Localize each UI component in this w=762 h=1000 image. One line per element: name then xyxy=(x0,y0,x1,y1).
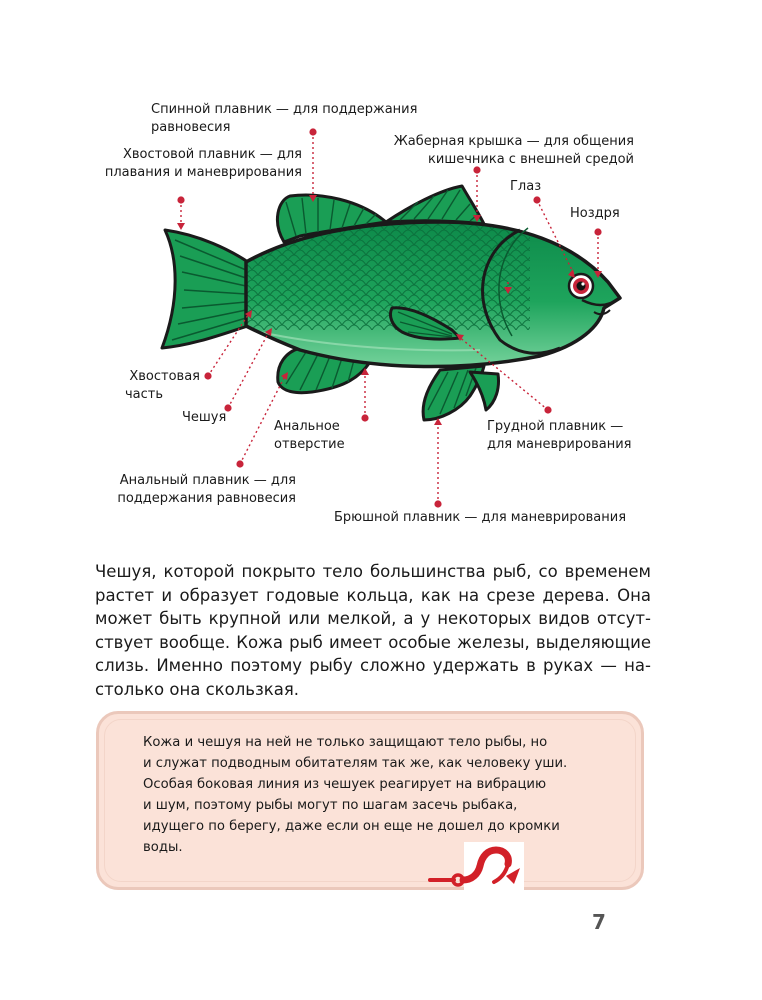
callout-box xyxy=(96,711,644,890)
label-line: кишечника с внешней средой xyxy=(428,152,634,167)
paragraph-line: растет и образует годовые кольца, как на срезе дерева. Она xyxy=(95,585,651,605)
paragraph-line: столько она скользкая. xyxy=(95,679,300,699)
label-line: Грудной плавник — xyxy=(487,419,624,434)
callout-text xyxy=(143,732,603,858)
label-line: для маневрирования xyxy=(487,437,632,452)
label-line: Хвостовой плавник — для xyxy=(122,147,302,162)
label-caudal-fin xyxy=(100,146,302,182)
label-line: Брюшной плавник — для маневрирования xyxy=(334,510,627,525)
label-line: Анальный плавник — для xyxy=(119,473,296,488)
fishing-hook-icon xyxy=(424,838,524,898)
paragraph-line: может быть крупной или мелкой, а у некоторых видов отсут- xyxy=(95,609,651,629)
label-scale xyxy=(182,409,226,427)
label-anus xyxy=(274,418,345,454)
callout-line: Кожа и чешуя на ней не только защищают тело рыбы, но xyxy=(143,735,548,750)
paragraph-line: ствует вообще. Кожа рыб имеет особые железы, выделяющие xyxy=(95,632,651,652)
label-line: плавания и маневрирования xyxy=(104,165,302,180)
label-line: поддержания равновесия xyxy=(117,491,296,506)
body-paragraph xyxy=(95,560,651,702)
callout-line: Особая боковая линия из чешуек реагирует на вибрацию xyxy=(143,777,547,792)
callout-line: воды. xyxy=(143,840,183,855)
label-anal-fin xyxy=(90,472,296,508)
callout-line: и служат подводным обитателям так же, как человеку уши. xyxy=(143,756,568,771)
label-nostril xyxy=(570,205,620,223)
label-line: часть xyxy=(125,387,164,402)
label-pectoral-fin xyxy=(487,418,632,454)
label-line: Хвостовая xyxy=(129,369,200,384)
label-gill-cover xyxy=(388,133,634,169)
label-line: Ноздря xyxy=(570,206,620,221)
label-line: Анальное xyxy=(274,419,340,434)
label-line: Чешуя xyxy=(182,410,227,425)
page-number: 7 xyxy=(592,910,606,934)
callout-line: и шум, поэтому рыбы могут по шагам засечь рыбака, xyxy=(143,798,518,813)
label-line: Глаз xyxy=(510,179,542,194)
caudal-fin xyxy=(162,230,248,348)
label-line: Спинной плавник — для поддержания xyxy=(151,102,418,117)
label-line: отверстие xyxy=(274,437,345,452)
eye xyxy=(569,274,593,298)
ventral-fin xyxy=(423,366,498,420)
label-line: равновесия xyxy=(151,120,231,135)
label-tail-part xyxy=(110,368,200,404)
label-dorsal-fin xyxy=(151,101,417,137)
paragraph-line: слизь. Именно поэтому рыбу сложно удержать в руках — на- xyxy=(95,656,651,676)
label-line: Жаберная крышка — для общения xyxy=(393,134,634,149)
callout-line: идущего по берегу, даже если он еще не дошел до кромки xyxy=(143,819,560,834)
paragraph-line: Чешуя, которой покрыто тело большинства рыб, со временем xyxy=(95,562,651,581)
label-ventral-fin xyxy=(334,509,626,527)
label-eye xyxy=(510,178,541,196)
